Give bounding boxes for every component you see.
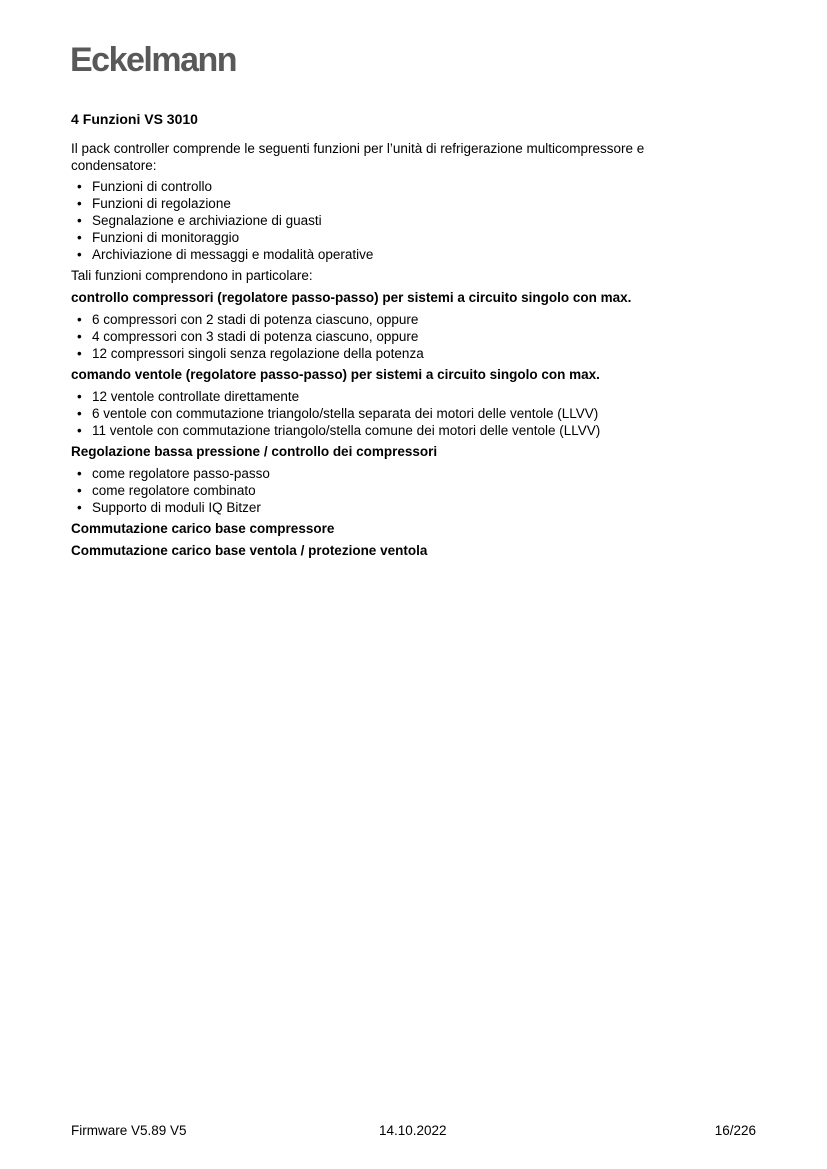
base-load-fan-heading: Commutazione carico base ventola / protezione ventola: [71, 543, 428, 558]
bullet-icon: •: [77, 329, 82, 344]
bullet-icon: •: [77, 406, 82, 421]
fan-control-list: [71, 388, 711, 439]
document-body: [71, 111, 711, 564]
bullet-icon: •: [77, 230, 82, 245]
functions-list: [71, 178, 711, 263]
bullet-icon: •: [77, 389, 82, 404]
eckelmann-logo: Eckelmann: [70, 41, 237, 79]
footer-firmware: Firmware V5.89 V5: [71, 1123, 187, 1138]
footer-page-number: 16/226: [714, 1123, 756, 1138]
bullet-icon: •: [77, 247, 82, 262]
fan-control-heading: comando ventole (regolatore passo-passo) per sistemi a circuito singolo con max.: [71, 367, 600, 382]
bullet-icon: •: [77, 179, 82, 194]
list-item: • 6 ventole con commutazione triangolo/stella separata dei motori delle ventole (LLVV): [77, 406, 599, 421]
list-item: • come regolatore combinato: [77, 483, 256, 498]
compressor-control-list: [71, 311, 711, 362]
bullet-icon: •: [77, 312, 82, 327]
list-item: • 6 compressori con 2 stadi di potenza ciascuno, oppure: [77, 312, 419, 327]
list-item: • Funzioni di monitoraggio: [77, 230, 240, 245]
list-item: • 4 compressori con 3 stadi di potenza ciascuno, oppure: [77, 329, 419, 344]
list-item: • Supporto di moduli IQ Bitzer: [77, 500, 261, 515]
list-item: • 12 ventole controllate direttamente: [77, 389, 300, 404]
list-item: • 12 compressori singoli senza regolazione della potenza: [77, 346, 424, 361]
list-item: • Archiviazione di messaggi e modalità operative: [77, 247, 374, 262]
bullet-icon: •: [77, 213, 82, 228]
lead-paragraph: Tali funzioni comprendono in particolare:: [71, 268, 313, 283]
bullet-icon: •: [77, 196, 82, 211]
list-item: • come regolatore passo-passo: [77, 466, 270, 481]
footer-date: 14.10.2022: [379, 1123, 447, 1138]
bullet-icon: •: [77, 500, 82, 515]
base-load-compressor-heading: Commutazione carico base compressore: [71, 521, 335, 536]
bullet-icon: •: [77, 466, 82, 481]
bullet-icon: •: [77, 423, 82, 438]
compressor-control-heading: controllo compressori (regolatore passo-passo) per sistemi a circuito singolo con max.: [71, 290, 632, 305]
section-heading: [71, 111, 711, 128]
list-item: • Segnalazione e archiviazione di guasti: [77, 213, 322, 228]
section-number: 4: [71, 111, 79, 127]
low-pressure-heading: Regolazione bassa pressione / controllo dei compressori: [71, 444, 438, 459]
bullet-icon: •: [77, 346, 82, 361]
bullet-icon: •: [77, 483, 82, 498]
low-pressure-list: [71, 465, 711, 516]
intro-paragraph: Il pack controller comprende le seguenti funzioni per l’unità di refrigerazione multicompressore e condensatore:: [71, 141, 645, 173]
list-item: • Funzioni di controllo: [77, 179, 213, 194]
list-item: • Funzioni di regolazione: [77, 196, 231, 211]
section-title: Funzioni VS 3010: [82, 111, 198, 127]
list-item: • 11 ventole con commutazione triangolo/stella comune dei motori delle ventole (LLVV): [77, 423, 601, 438]
